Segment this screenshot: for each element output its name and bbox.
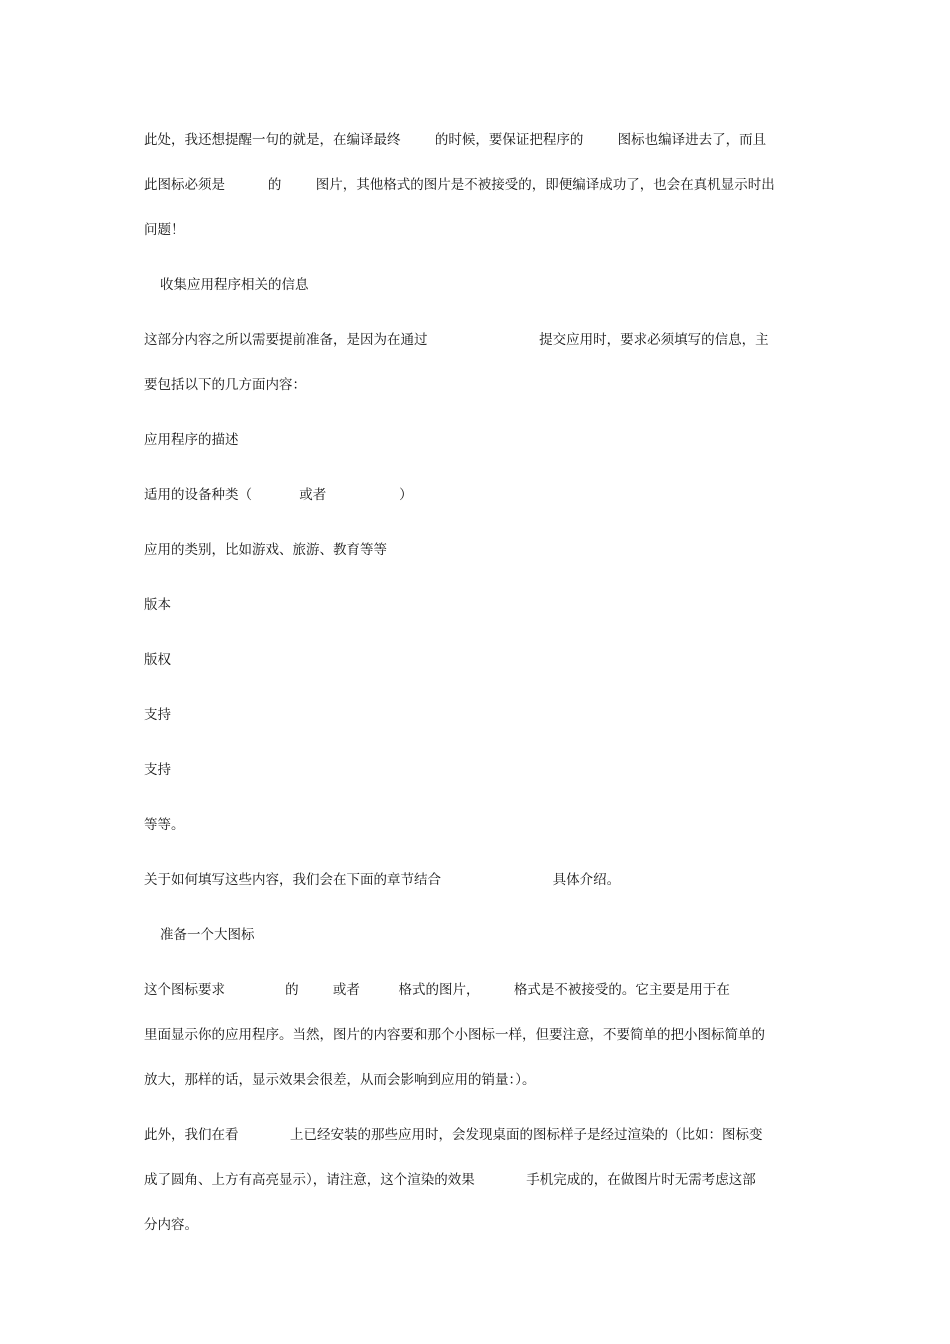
section-heading: 准备一个大图标 [160, 927, 255, 943]
list-item: 等等。 [144, 817, 185, 833]
paragraph-line: 分内容。 [144, 1217, 198, 1233]
paragraph-line: 这个图标要求 的 或者 格式的图片， 格式是不被接受的。它主要是用于在 [144, 982, 730, 998]
paragraph-line: 关于如何填写这些内容，我们会在下面的章节结合 具体介绍。 [144, 872, 621, 888]
list-item: 版本 [144, 597, 171, 613]
paragraph-line: 此外，我们在看 上已经安装的那些应用时，会发现桌面的图标样子是经过渲染的（比如：图标变 [144, 1127, 763, 1143]
paragraph-line: 问题！ [144, 222, 185, 238]
section-heading: 收集应用程序相关的信息 [160, 277, 309, 293]
paragraph-line: 放大，那样的话，显示效果会很差，从而会影响到应用的销量：）。 [144, 1072, 536, 1088]
list-item: 版权 [144, 652, 171, 668]
paragraph-line: 成了圆角、上方有高亮显示），请注意，这个渲染的效果 手机完成的，在做图片时无需考虑这部 [144, 1172, 756, 1188]
list-item: 应用的类别，比如游戏、旅游、教育等等 [144, 542, 387, 558]
list-item: 支持 [144, 762, 171, 778]
paragraph-line: 里面显示你的应用程序。当然，图片的内容要和那个小图标一样，但要注意，不要简单的把小图标简单的 [144, 1027, 765, 1043]
paragraph-line: 此处，我还想提醒一句的就是，在编译最终 的时候，要保证把程序的 图标也编译进去了，而且 [144, 132, 767, 148]
paragraph-line: 这部分内容之所以需要提前准备，是因为在通过 提交应用时，要求必须填写的信息，主 [144, 332, 769, 348]
paragraph-line: 此图标必须是 的 图片，其他格式的图片是不被接受的，即便编译成功了，也会在真机显示时出 [144, 177, 775, 193]
list-item: 应用程序的描述 [144, 432, 239, 448]
paragraph-line: 要包括以下的几方面内容： [144, 377, 306, 393]
list-item: 适用的设备种类（ 或者 ） [144, 487, 413, 503]
list-item: 支持 [144, 707, 171, 723]
